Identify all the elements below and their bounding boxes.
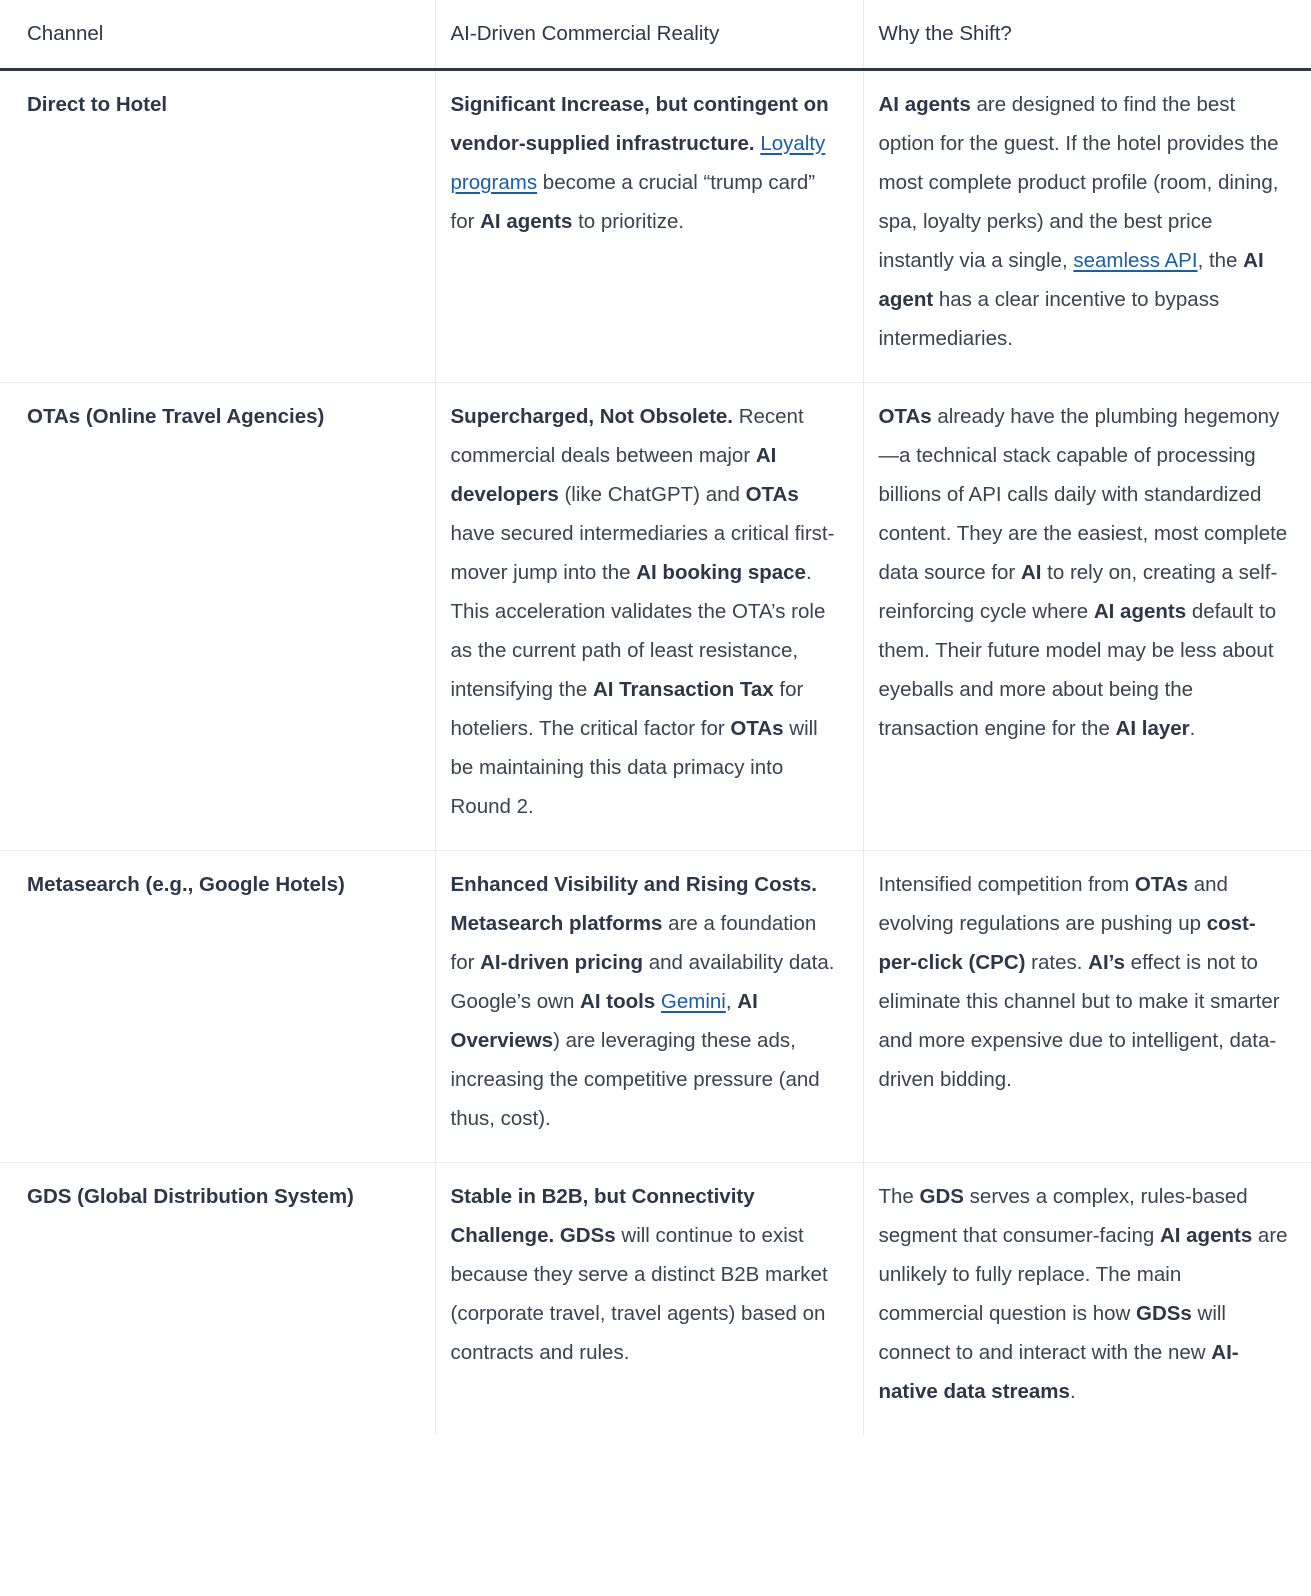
body-text: . This acceleration validates the OTA’s role as the current path of least resistance, intensifying the — [450, 560, 826, 701]
loyalty-programs-link[interactable]: Loyalty programs — [450, 131, 826, 194]
body-text: , — [725, 989, 738, 1013]
bold-text: Enhanced Visibility and Rising Costs. Metasearch platforms — [450, 872, 817, 935]
header-row — [0, 0, 1311, 69]
bold-text: AI-native data streams — [878, 1340, 1239, 1403]
body-text: has a clear incentive to bypass intermediaries. — [878, 287, 1220, 350]
bold-text: AI agents — [1093, 599, 1187, 623]
bold-text: AI agents — [480, 209, 573, 233]
table-row-direct-to-hotel — [0, 69, 1311, 382]
reality-cell — [435, 850, 863, 1162]
body-text: The — [878, 1184, 920, 1208]
body-text: . — [1069, 1379, 1076, 1403]
body-text: serves a complex, rules-based segment that consumer-facing — [878, 1184, 1248, 1247]
bold-text: AI layer — [1115, 716, 1190, 740]
body-text: and evolving regulations are pushing up — [878, 872, 1228, 935]
bold-text: AI agents — [878, 92, 971, 116]
body-text: and availability data. Google’s own — [450, 950, 835, 1013]
body-text: . — [1189, 716, 1196, 740]
body-text: will connect to and interact with the new — [878, 1301, 1226, 1364]
bold-text: AI — [1020, 560, 1042, 584]
why-cell — [863, 850, 1311, 1162]
bold-text: AI Transaction Tax — [592, 677, 774, 701]
body-text: become a crucial “trump card” for — [450, 170, 816, 233]
reality-cell — [435, 382, 863, 850]
bold-text: OTAs — [745, 482, 799, 506]
body-text: will be maintaining this data primacy into Round 2. — [450, 716, 818, 818]
bold-text: AI tools — [580, 989, 656, 1013]
body-text: are a foundation for — [450, 911, 817, 974]
body-text: rates. — [1025, 950, 1089, 974]
table-row-otas — [0, 382, 1311, 850]
body-text: (like ChatGPT) and — [558, 482, 746, 506]
seamless-api-link[interactable]: seamless API — [1073, 248, 1198, 272]
bold-text: AI booking space — [636, 560, 806, 584]
bold-text: OTAs — [878, 404, 932, 428]
body-text: for hoteliers. The critical factor for — [450, 677, 804, 740]
body-text: are unlikely to fully replace. The main commercial question is how — [878, 1223, 1288, 1325]
bold-text: Stable in B2B, but Connectivity Challenge. GDSs — [450, 1184, 755, 1247]
body-text: already have the plumbing hegemony—a technical stack capable of processing billions of API calls daily with standardized content. They are the easiest, most complete data source for — [878, 404, 1288, 584]
bold-text: AI-driven pricing — [480, 950, 644, 974]
bold-text: AI agent — [878, 248, 1264, 311]
bold-text: AI agents — [1159, 1223, 1253, 1247]
reality-cell — [435, 1162, 863, 1435]
body-text: will continue to exist because they serve a distinct B2B market (corporate travel, travel agents) based on contracts and rules. — [450, 1223, 828, 1364]
bold-text: GDS — [919, 1184, 964, 1208]
body-text: effect is not to eliminate this channel but to make it smarter and more expensive due to intelligent, data-driven bidding. — [878, 950, 1280, 1091]
bold-text: OTAs — [1134, 872, 1189, 896]
reality-cell — [435, 69, 863, 382]
why-cell — [863, 1162, 1311, 1435]
body-text: , the — [1197, 248, 1244, 272]
bold-text: AI Overviews — [450, 989, 758, 1052]
column-header-channel: Channel — [0, 0, 435, 69]
body-text: to prioritize. — [572, 209, 685, 233]
bold-text: GDSs — [1136, 1301, 1192, 1325]
channel-cell: GDS (Global Distribution System) — [0, 1162, 435, 1435]
body-text: ) are leveraging these ads, increasing the competitive pressure (and thus, cost). — [450, 1028, 820, 1130]
bold-text: AI’s — [1088, 950, 1125, 974]
body-text: to rely on, creating a self-reinforcing cycle where — [878, 560, 1278, 623]
gemini-link[interactable]: Gemini — [660, 989, 726, 1013]
bold-text: Supercharged, Not Obsolete. — [450, 404, 733, 428]
body-text: Intensified competition from — [878, 872, 1135, 896]
column-header-why-the-shift: Why the Shift? — [863, 0, 1311, 69]
why-cell — [863, 382, 1311, 850]
table-row-metasearch — [0, 850, 1311, 1162]
body-text: Recent commercial deals between major — [450, 404, 804, 467]
channel-cell: OTAs (Online Travel Agencies) — [0, 382, 435, 850]
table-row-gds — [0, 1162, 1311, 1435]
bold-text: AI developers — [450, 443, 777, 506]
bold-text: Significant Increase, but contingent on vendor-supplied infrastructure. — [450, 92, 829, 155]
bold-text: OTAs — [730, 716, 784, 740]
body-text: default to them. Their future model may be less about eyeballs and more about being the transaction engine for the — [878, 599, 1277, 740]
body-text: have secured intermediaries a critical first-mover jump into the — [450, 521, 835, 584]
why-cell — [863, 69, 1311, 382]
bold-text: cost-per-click (CPC) — [878, 911, 1256, 974]
body-text: are designed to find the best option for the guest. If the hotel provides the most complete product profile (room, dining, spa, loyalty perks) and the best price instantly via a single, — [878, 92, 1279, 272]
column-header-ai-driven-commercial-reality: AI-Driven Commercial Reality — [435, 0, 863, 69]
channel-cell: Direct to Hotel — [0, 69, 435, 382]
channel-cell: Metasearch (e.g., Google Hotels) — [0, 850, 435, 1162]
